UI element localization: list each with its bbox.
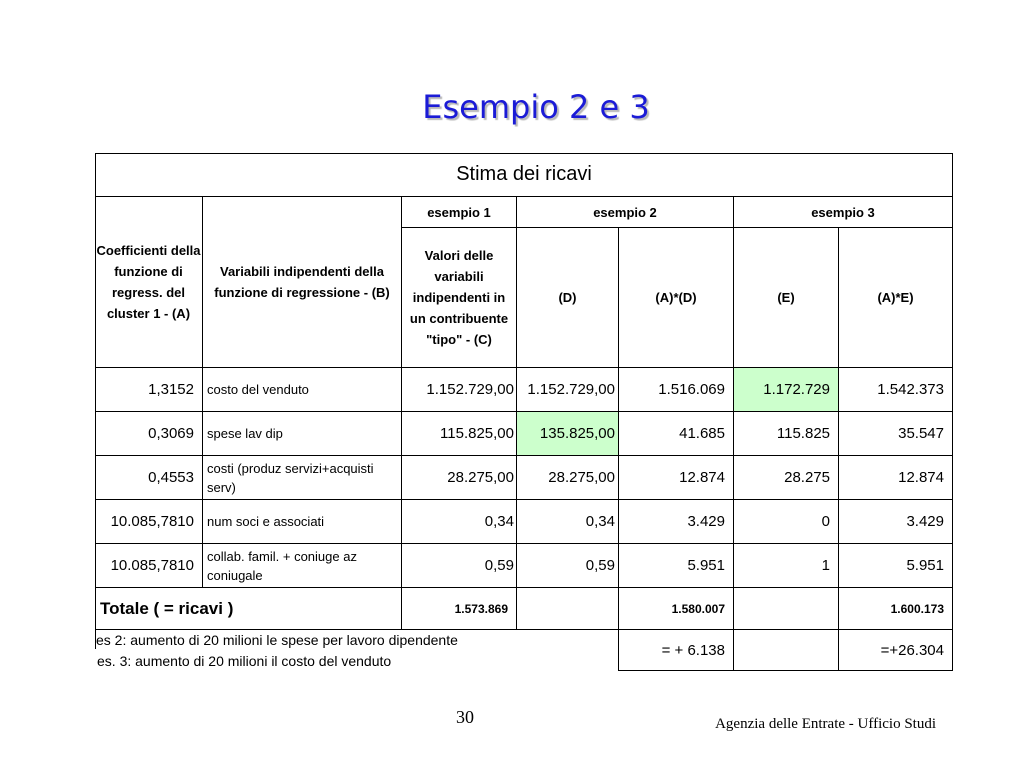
row-4-coefficient: 10.085,7810: [110, 513, 194, 530]
table-line: [95, 629, 953, 630]
row-5-value-ad: 5.951: [687, 557, 725, 574]
header-a-times-e: (A)*E): [877, 290, 914, 305]
header-esempio-3: esempio 3: [811, 204, 875, 220]
note-example-2: es 2: aumento di 20 milioni le spese per lavoro dipendente: [96, 632, 458, 648]
row-5-value-ae: 5.951: [906, 557, 944, 574]
footer-organization: Agenzia delle Entrate - Ufficio Studi: [715, 716, 936, 732]
header-d: (D): [558, 290, 577, 305]
difference-example-2: = + 6.138: [661, 642, 725, 659]
table-line: [95, 543, 953, 544]
page-number: 30: [456, 707, 474, 727]
totals-value-c: 1.573.869: [454, 601, 508, 616]
totals-label: Totale ( = ricavi ): [100, 598, 234, 618]
table-line: [95, 587, 953, 588]
row-4-value-ad: 3.429: [687, 513, 725, 530]
row-3-coefficient: 0,4553: [148, 469, 194, 486]
note-example-3: es. 3: aumento di 20 milioni il costo del venduto: [97, 653, 392, 669]
table-line: [618, 227, 619, 671]
row-1-value-d: 1.152.729,00: [527, 381, 615, 398]
row-3-value-c: 28.275,00: [447, 469, 514, 486]
row-2-value-c: 115.825,00: [440, 425, 514, 442]
row-4-value-d: 0,34: [585, 513, 615, 530]
row-4-variable: num soci e associati: [207, 514, 325, 529]
table-line: [402, 227, 953, 228]
row-5-value-e: 1: [821, 557, 830, 574]
table-line: [95, 499, 953, 500]
totals-value-ae: 1.600.173: [890, 601, 944, 616]
row-3-value-ae: 12.874: [898, 469, 944, 486]
row-4-value-c: 0,34: [484, 513, 514, 530]
header-coefficients: Coefficienti della funzione di regress. del cluster 1 - (A): [96, 243, 201, 321]
table-line: [952, 153, 953, 671]
table-line: [202, 196, 203, 587]
table-caption: Stima dei ricavi: [456, 163, 592, 185]
row-1-value-e: 1.172.729: [734, 368, 838, 411]
header-a-times-d: (A)*(D): [655, 290, 697, 305]
row-2-value-ae: 35.547: [898, 425, 944, 442]
difference-example-3: =+26.304: [880, 642, 944, 659]
row-5-variable: collab. famil. + coniuge az coniugale: [207, 548, 357, 583]
row-1-value-c: 1.152.729,00: [426, 381, 514, 398]
table-line: [618, 670, 953, 671]
row-2-value-ad: 41.685: [679, 425, 725, 442]
row-3-value-e: 28.275: [784, 469, 830, 486]
table-line: [95, 153, 96, 649]
table-line: [95, 411, 953, 412]
totals-value-ad: 1.580.007: [671, 601, 725, 616]
table-line: [838, 227, 839, 671]
header-e: (E): [777, 290, 795, 305]
row-2-value-d: 135.825,00: [517, 412, 618, 455]
table-line: [401, 196, 402, 629]
header-values-typical-taxpayer: Valori delle variabili indipendenti in un contribuente "tipo" - (C): [409, 248, 509, 347]
row-1-coefficient: 1,3152: [148, 381, 194, 398]
row-1-value-ad: 1.516.069: [658, 381, 725, 398]
row-2-value-e: 115.825: [776, 425, 830, 442]
row-4-value-ae: 3.429: [906, 513, 944, 530]
row-4-value-e: 0: [821, 513, 830, 530]
row-5-value-c: 0,59: [484, 557, 514, 574]
row-1-variable: costo del venduto: [207, 382, 309, 397]
table-line: [516, 196, 517, 629]
revenue-estimate-table: [95, 153, 953, 671]
table-line: [95, 367, 953, 368]
row-2-coefficient: 0,3069: [148, 425, 194, 442]
row-5-value-d: 0,59: [585, 557, 615, 574]
table-line: [95, 455, 953, 456]
row-3-variable: costi (produz servizi+acquisti serv): [207, 460, 374, 495]
row-2-variable: spese lav dip: [207, 426, 283, 441]
slide-title: Esempio 2 e 3: [422, 88, 650, 126]
table-line: [733, 196, 734, 671]
row-1-value-ae: 1.542.373: [877, 381, 944, 398]
header-esempio-2: esempio 2: [593, 204, 657, 220]
header-independent-variables: Variabili indipendenti della funzione di regressione - (B): [214, 264, 390, 300]
header-esempio-1: esempio 1: [427, 204, 491, 220]
row-3-value-d: 28.275,00: [548, 469, 615, 486]
row-5-coefficient: 10.085,7810: [110, 557, 194, 574]
row-3-value-ad: 12.874: [679, 469, 725, 486]
table-line: [95, 196, 953, 197]
table-line: [95, 153, 953, 154]
